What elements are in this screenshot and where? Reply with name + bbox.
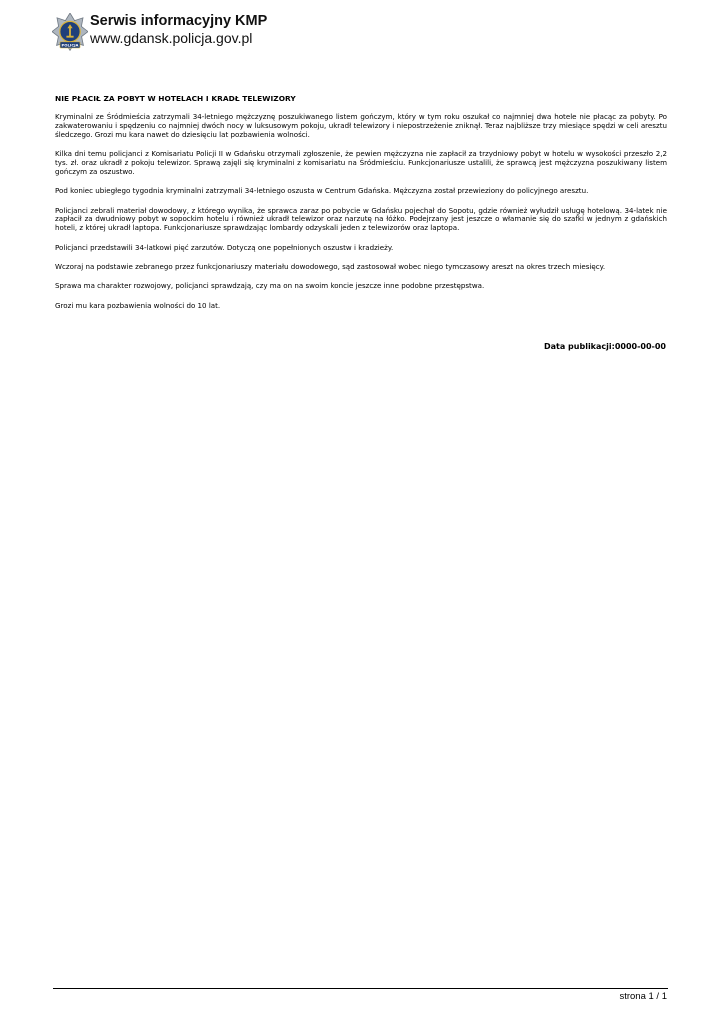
article-paragraph: Pod koniec ubiegłego tygodnia kryminalni zatrzymali 34-letniego oszusta w Centrum Gdańska. Mężczyzna został przewieziony do policyjnego aresztu. xyxy=(55,186,589,196)
article-paragraph: Wczoraj na podstawie zebranego przez funkcjonariuszy materiału dowodowego, sąd zastosował wobec niego tymczasowy areszt na okres trzech miesięcy. xyxy=(55,261,606,271)
article-paragraph: Sprawa ma charakter rozwojowy, policjanci sprawdzają, czy ma on na swoim koncie jeszcze inne podobne przestępstwa. xyxy=(55,281,485,291)
page-number: strona 1 / 1 xyxy=(619,991,667,1002)
site-url[interactable]: www.gdansk.policja.gov.pl xyxy=(90,30,253,46)
site-title: Serwis informacyjny KMP xyxy=(90,13,268,29)
publication-date: Data publikacji:0000-00-00 xyxy=(544,342,666,351)
article-paragraph: Policjanci zebrali materiał dowodowy, z którego wynika, że sprawca zaraz po pobycie w Gdańsku pojechał do Sopotu, gdzie również wyłudził usługę hotelową. 34-latek nie zapłacił za dwudniowy pobyt w sopockim hotelu i również ukradł telewizor oraz narzutę na łóżko. Podejrzany jest jeszcze o włamanie się do szafki w jednym z gdańskich hoteli, z której ukradł laptopa. Funkcjonariusze sprawdzając lombardy odzyskali jeden z telewizorów oraz laptopa. xyxy=(55,205,667,233)
article-paragraph: Kryminalni ze Śródmieścia zatrzymali 34-letniego mężczyznę poszukiwanego listem gończym, który w tym roku oszukał co najmniej dwa hotele nie płacąc za pobyty. Po zakwaterowaniu i spędzeniu co najmniej dwóch nocy w luksusowym pokoju, ukradł telewizory i niepostrzeżenie zniknął. Teraz najbliższe trzy miesiące spędzi w celi aresztu śledczego. Grozi mu kara nawet do dziesięciu lat pozbawienia wolności. xyxy=(55,112,667,139)
footer-divider xyxy=(53,988,668,989)
logo-badge-text: POLICJA xyxy=(61,42,79,48)
site-identity xyxy=(90,12,267,47)
police-star-badge-icon xyxy=(52,13,88,55)
article-title: NIE PŁACIŁ ZA POBYT W HOTELACH I KRADŁ TELEWIZORY xyxy=(55,94,296,103)
article-paragraph: Kilka dni temu policjanci z Komisariatu Policji II w Gdańsku otrzymali zgłoszenie, że pewien mężczyzna nie zapłacił za trzydniowy pobyt w hotelu w wysokości przeszło 2,2 tys. zł. oraz ukradł z pokoju telewizor. Sprawą zajęli się kryminalni z komisariatu na Śródmieściu. Funkcjonariusze ustalili, że sprawcą jest mężczyzna poszukiwany listem gończym za oszustwo. xyxy=(55,149,667,176)
page-header xyxy=(52,12,267,56)
article-paragraph: Grozi mu kara pozbawienia wolności do 10 lat. xyxy=(55,300,221,310)
article xyxy=(55,94,667,321)
article-paragraph: Policjanci przedstawili 34-latkowi pięć zarzutów. Dotyczą one popełnionych oszustw i kradzieży. xyxy=(55,242,394,252)
